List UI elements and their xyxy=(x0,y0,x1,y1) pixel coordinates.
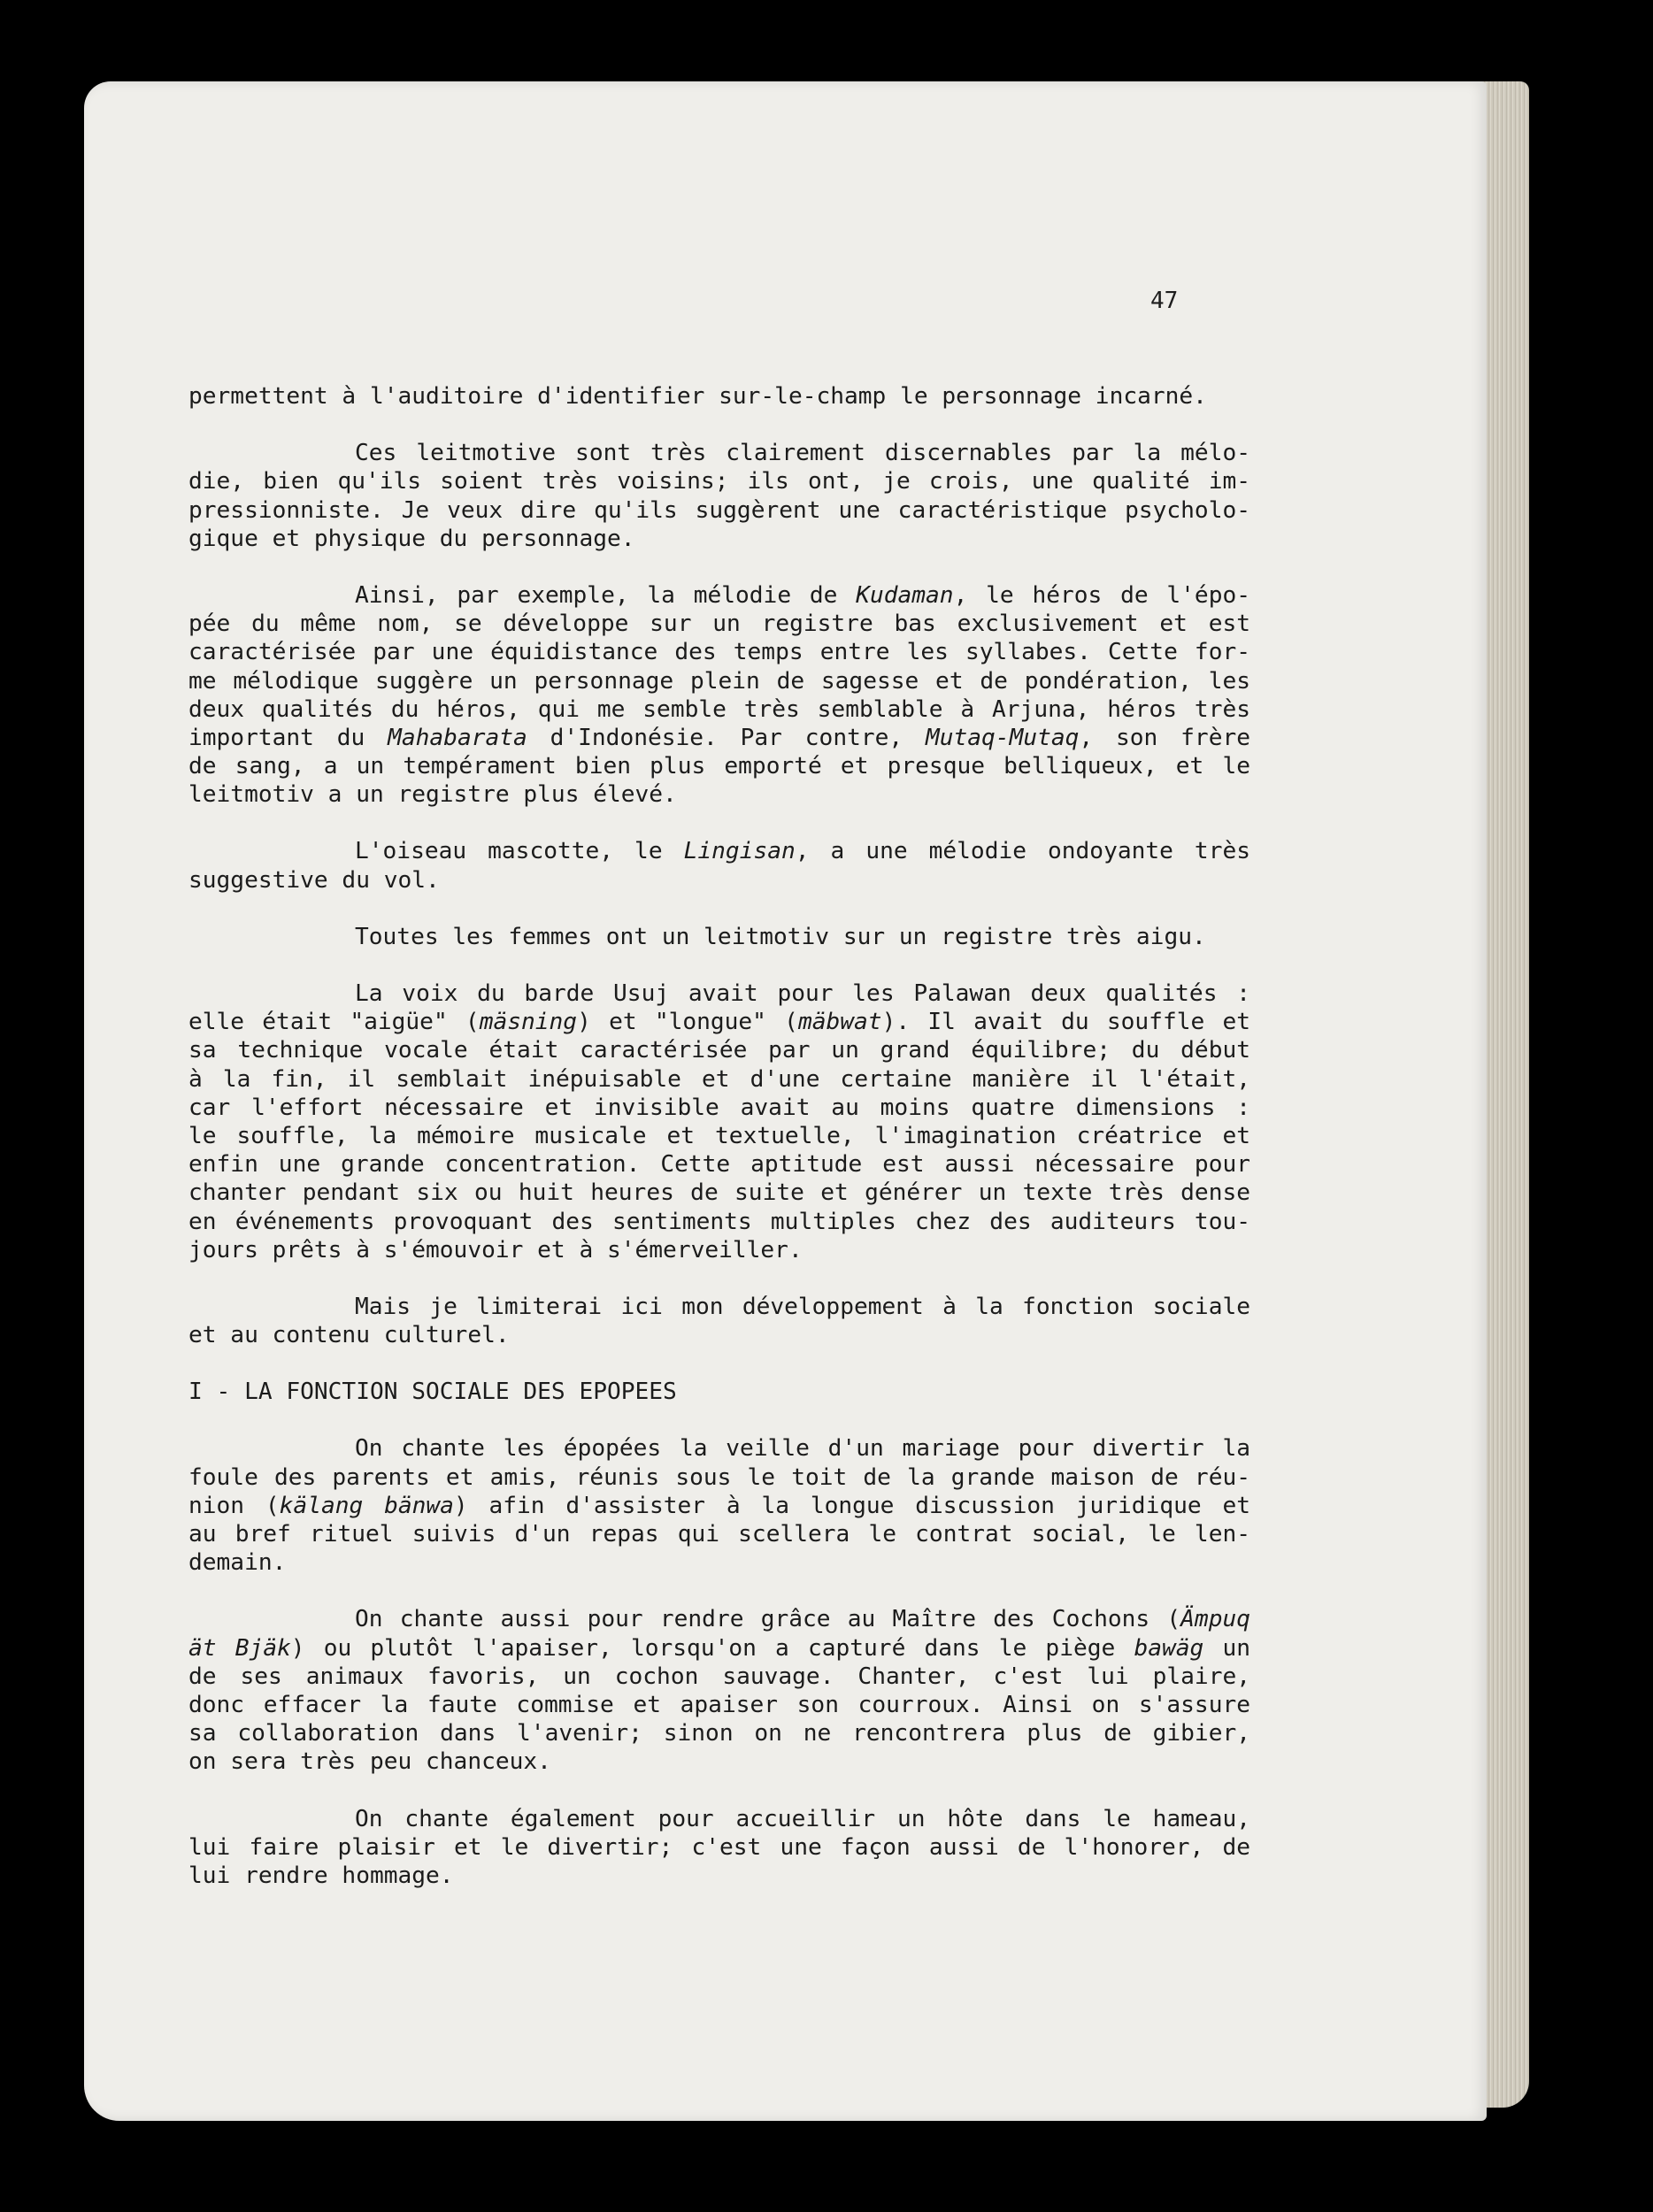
section-heading: I - LA FONCTION SOCIALE DES EPOPEES xyxy=(188,1379,677,1406)
body-text xyxy=(188,382,1250,1890)
paragraph xyxy=(188,979,1250,1264)
paragraph-gap xyxy=(188,1577,1250,1605)
paragraph xyxy=(188,1293,1250,1349)
paragraph-gap xyxy=(188,895,1250,923)
paragraph-gap xyxy=(188,1264,1250,1293)
text-line: Ces leitmotive sont très clairement discernables par la mélo- xyxy=(355,440,1250,467)
paragraph-gap xyxy=(188,1777,1250,1805)
text-line: Toutes les femmes ont un leitmotiv sur un registre très aigu. xyxy=(355,923,1206,950)
text-line: lui faire plaisir et le divertir; c'est une façon aussi de l'honorer, de xyxy=(188,1833,1250,1861)
paragraph xyxy=(188,382,1250,411)
text-line: pressionniste. Je veux dire qu'ils suggèrent une caractéristique psycholo- xyxy=(188,496,1250,524)
paragraph xyxy=(188,1434,1250,1577)
paragraph-gap xyxy=(188,1406,1250,1434)
paragraph-gap xyxy=(188,553,1250,581)
paragraph xyxy=(188,923,1250,951)
text-line: On chante aussi pour rendre grâce au Maître des Cochons (Ämpuq xyxy=(355,1606,1250,1633)
text-line: caractérisée par une équidistance des temps entre les syllabes. Cette for- xyxy=(188,639,1250,666)
text-line: suggestive du vol. xyxy=(188,866,440,894)
text-line: lui rendre hommage. xyxy=(188,1862,454,1889)
page-number: 47 xyxy=(1150,288,1179,314)
paragraph xyxy=(188,439,1250,553)
text-line: en événements provoquant des sentiments multiples chez des auditeurs tou- xyxy=(188,1208,1250,1235)
text-line: On chante également pour accueillir un hôte dans le hameau, xyxy=(355,1805,1250,1832)
text-line: Mais je limiterai ici mon développement à la fonction sociale xyxy=(355,1293,1250,1320)
text-line: foule des parents et amis, réunis sous le toit de la grande maison de réu- xyxy=(188,1463,1250,1491)
text-line: chanter pendant six ou huit heures de suite et générer un texte très dense xyxy=(188,1179,1250,1207)
text-line: nion (kälang bänwa) afin d'assister à la longue discussion juridique et xyxy=(188,1492,1250,1519)
paragraph xyxy=(188,837,1250,894)
text-line: pée du même nom, se développe sur un registre bas exclusivement et est xyxy=(188,611,1250,638)
text-line: sa technique vocale était caractérisée par un grand équilibre; du début xyxy=(188,1037,1250,1064)
paragraph-gap xyxy=(188,809,1250,837)
paragraph-gap xyxy=(188,951,1250,979)
text-line: de sang, a un tempérament bien plus emporté et presque belliqueux, et le xyxy=(188,753,1250,780)
text-line: car l'effort nécessaire et invisible avait au moins quatre dimensions : xyxy=(188,1094,1250,1121)
text-line: jours prêts à s'émouvoir et à s'émerveiller. xyxy=(188,1236,803,1263)
text-line: die, bien qu'ils soient très voisins; ils ont, je crois, une qualité im- xyxy=(188,468,1250,495)
text-line: me mélodique suggère un personnage plein de sagesse et de pondération, les xyxy=(188,667,1250,695)
text-line: permettent à l'auditoire d'identifier sur-le-champ le personnage incarné. xyxy=(188,383,1207,410)
text-line: deux qualités du héros, qui me semble très semblable à Arjuna, héros très xyxy=(188,695,1250,723)
text-line: le souffle, la mémoire musicale et textuelle, l'imagination créatrice et xyxy=(188,1122,1250,1149)
paragraph xyxy=(188,1605,1250,1776)
paragraph-gap xyxy=(188,1349,1250,1378)
paragraph xyxy=(188,581,1250,810)
text-line: La voix du barde Usuj avait pour les Palawan deux qualités : xyxy=(355,980,1250,1007)
text-line: on sera très peu chanceux. xyxy=(188,1748,551,1776)
paragraph xyxy=(188,1805,1250,1891)
text-line: gique et physique du personnage. xyxy=(188,525,635,552)
text-line: de ses animaux favoris, un cochon sauvage. Chanter, c'est lui plaire, xyxy=(188,1663,1250,1690)
text-line: elle était "aigüe" (mäsning) et "longue" (mäbwat). Il avait du souffle et xyxy=(188,1009,1251,1036)
text-line: à la fin, il semblait inépuisable et d'une certaine manière il l'était, xyxy=(188,1065,1250,1093)
text-line: L'oiseau mascotte, le Lingisan, a une mélodie ondoyante très xyxy=(355,838,1250,865)
text-line: donc effacer la faute commise et apaiser son courroux. Ainsi on s'assure xyxy=(188,1691,1250,1718)
paragraph-gap xyxy=(188,411,1250,439)
text-line: On chante les épopées la veille d'un mariage pour divertir la xyxy=(355,1435,1250,1463)
text-line: et au contenu culturel. xyxy=(188,1322,510,1349)
text-line: leitmotiv a un registre plus élevé. xyxy=(188,781,677,809)
text-line: enfin une grande concentration. Cette aptitude est aussi nécessaire pour xyxy=(188,1151,1250,1179)
text-line: important du Mahabarata d'Indonésie. Par contre, Mutaq-Mutaq, son frère xyxy=(188,724,1250,751)
text-line: ät Bjäk) ou plutôt l'apaiser, lorsqu'on a capturé dans le piège bawäg un xyxy=(188,1634,1250,1662)
text-line: demain. xyxy=(188,1549,287,1577)
text-line: sa collaboration dans l'avenir; sinon on ne rencontrera plus de gibier, xyxy=(188,1720,1250,1747)
text-line: au bref rituel suivis d'un repas qui scellera le contrat social, le len- xyxy=(188,1521,1250,1548)
text-line: Ainsi, par exemple, la mélodie de Kudaman, le héros de l'épo- xyxy=(355,581,1250,609)
